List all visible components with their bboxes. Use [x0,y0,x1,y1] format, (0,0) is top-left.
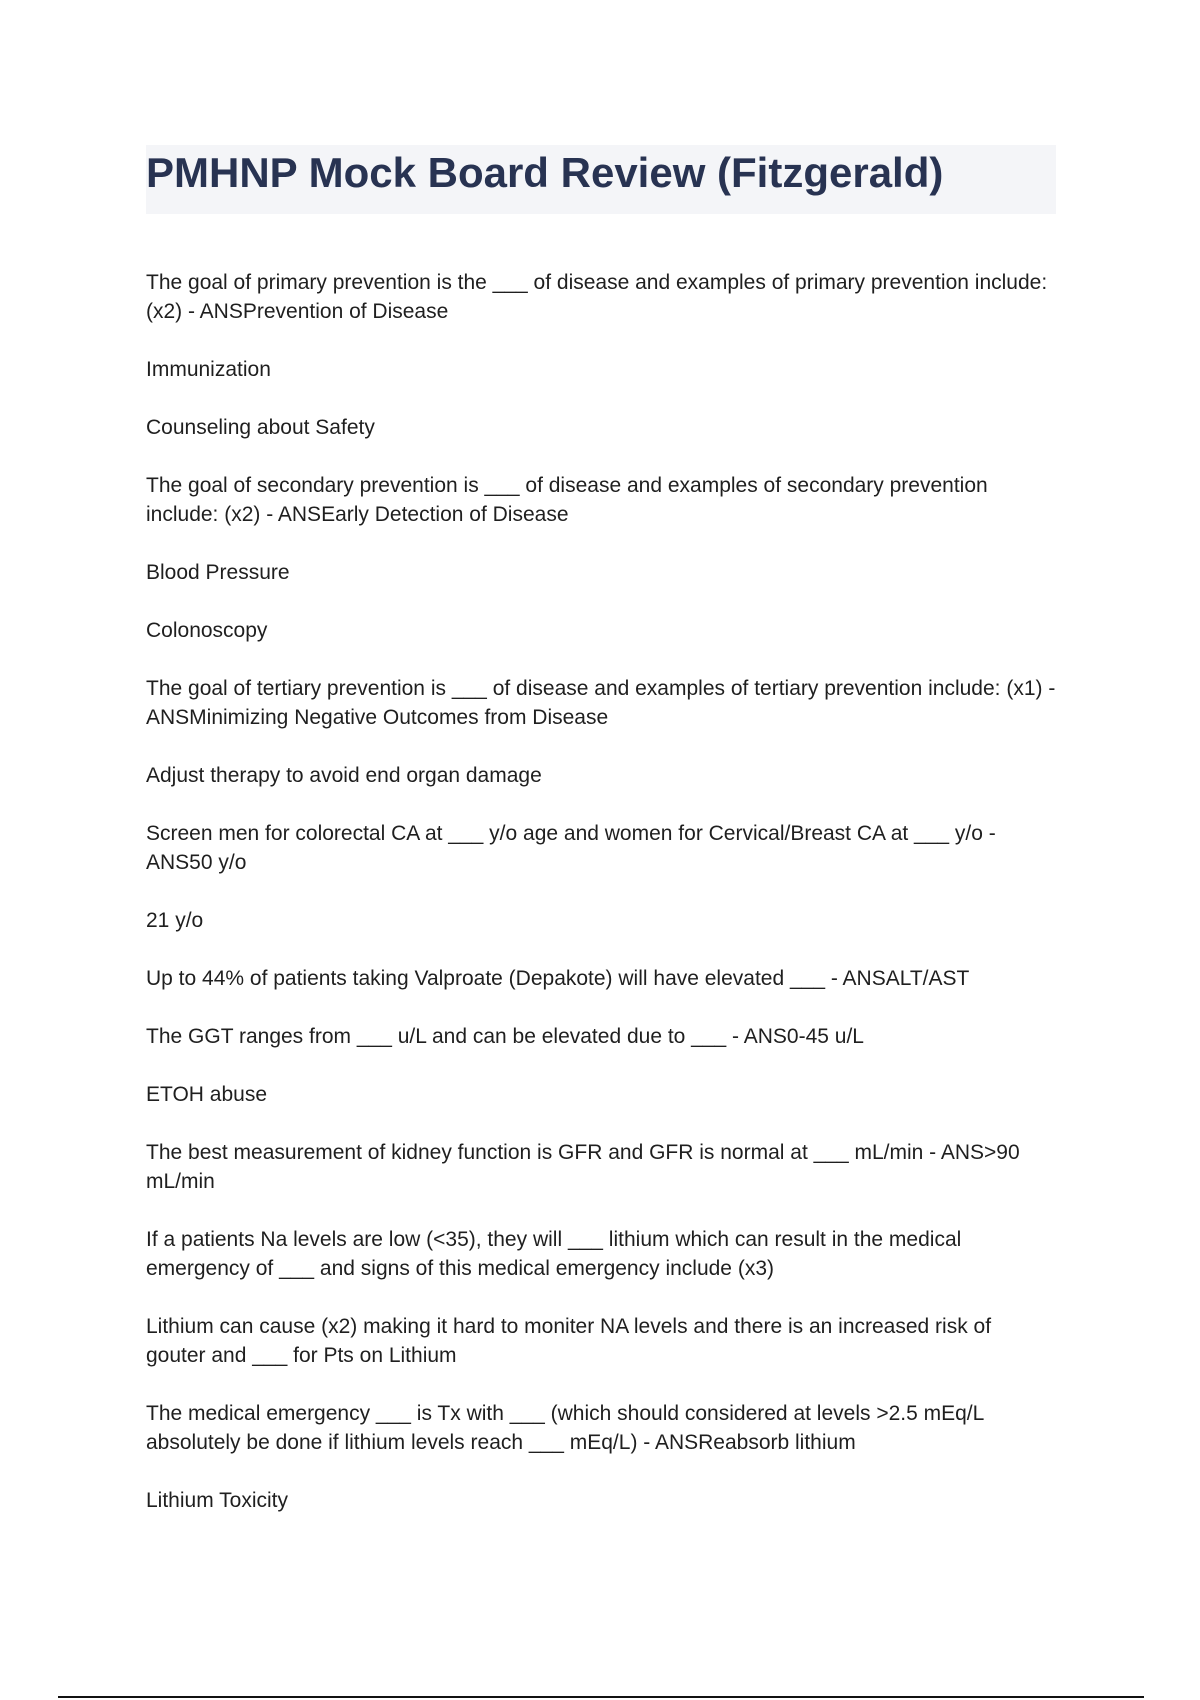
paragraph-lithium-effects: Lithium can cause (x2) making it hard to moniter NA levels and there is an increased risk of gouter and ___ for Pts on Lithium [146,1315,992,1367]
paragraph-ggt-range: The GGT ranges from ___ u/L and can be elevated due to ___ - ANS0-45 u/L [146,1025,864,1048]
document-body [146,268,1056,1544]
paragraph-lithium-toxicity: Lithium Toxicity [146,1489,288,1512]
paragraph-colonoscopy: Colonoscopy [146,619,268,642]
title-banner [146,145,1056,214]
paragraph-gfr: The best measurement of kidney function is GFR and GFR is normal at ___ mL/min - ANS>90 mL/min [146,1141,1020,1193]
paragraph-21-yo: 21 y/o [146,909,204,932]
paragraph-adjust-therapy: Adjust therapy to avoid end organ damage [146,764,542,787]
paragraph-immunization: Immunization [146,358,271,381]
paragraph-valproate: Up to 44% of patients taking Valproate (Depakote) will have elevated ___ - ANSALT/AST [146,967,970,990]
paragraph-sodium-lithium: If a patients Na levels are low (<35), they will ___ lithium which can result in the medical emergency of ___ and signs of this medical emergency include (x3) [146,1228,962,1280]
document-title: PMHNP Mock Board Review (Fitzgerald) [146,149,944,196]
paragraph-primary-prevention: The goal of primary prevention is the ___ of disease and examples of primary prevention include: (x2) - ANSPrevention of Disease [146,271,1048,323]
paragraph-counseling-safety: Counseling about Safety [146,416,375,439]
paragraph-etoh-abuse: ETOH abuse [146,1083,268,1106]
paragraph-blood-pressure: Blood Pressure [146,561,290,584]
paragraph-screening-ages: Screen men for colorectal CA at ___ y/o age and women for Cervical/Breast CA at ___ y/o - ANS50 y/o [146,822,996,874]
paragraph-medical-emergency: The medical emergency ___ is Tx with ___ (which should considered at levels >2.5 mEq/L absolutely be done if lithium levels reach ___ mEq/L) - ANSReabsorb lithium [146,1402,984,1454]
footer-divider [58,1696,1144,1698]
paragraph-tertiary-prevention: The goal of tertiary prevention is ___ of disease and examples of tertiary prevention include: (x1) - ANSMinimizing Negative Outcomes from Disease [146,677,1056,729]
paragraph-secondary-prevention: The goal of secondary prevention is ___ of disease and examples of secondary prevention include: (x2) - ANSEarly Detection of Disease [146,474,988,526]
